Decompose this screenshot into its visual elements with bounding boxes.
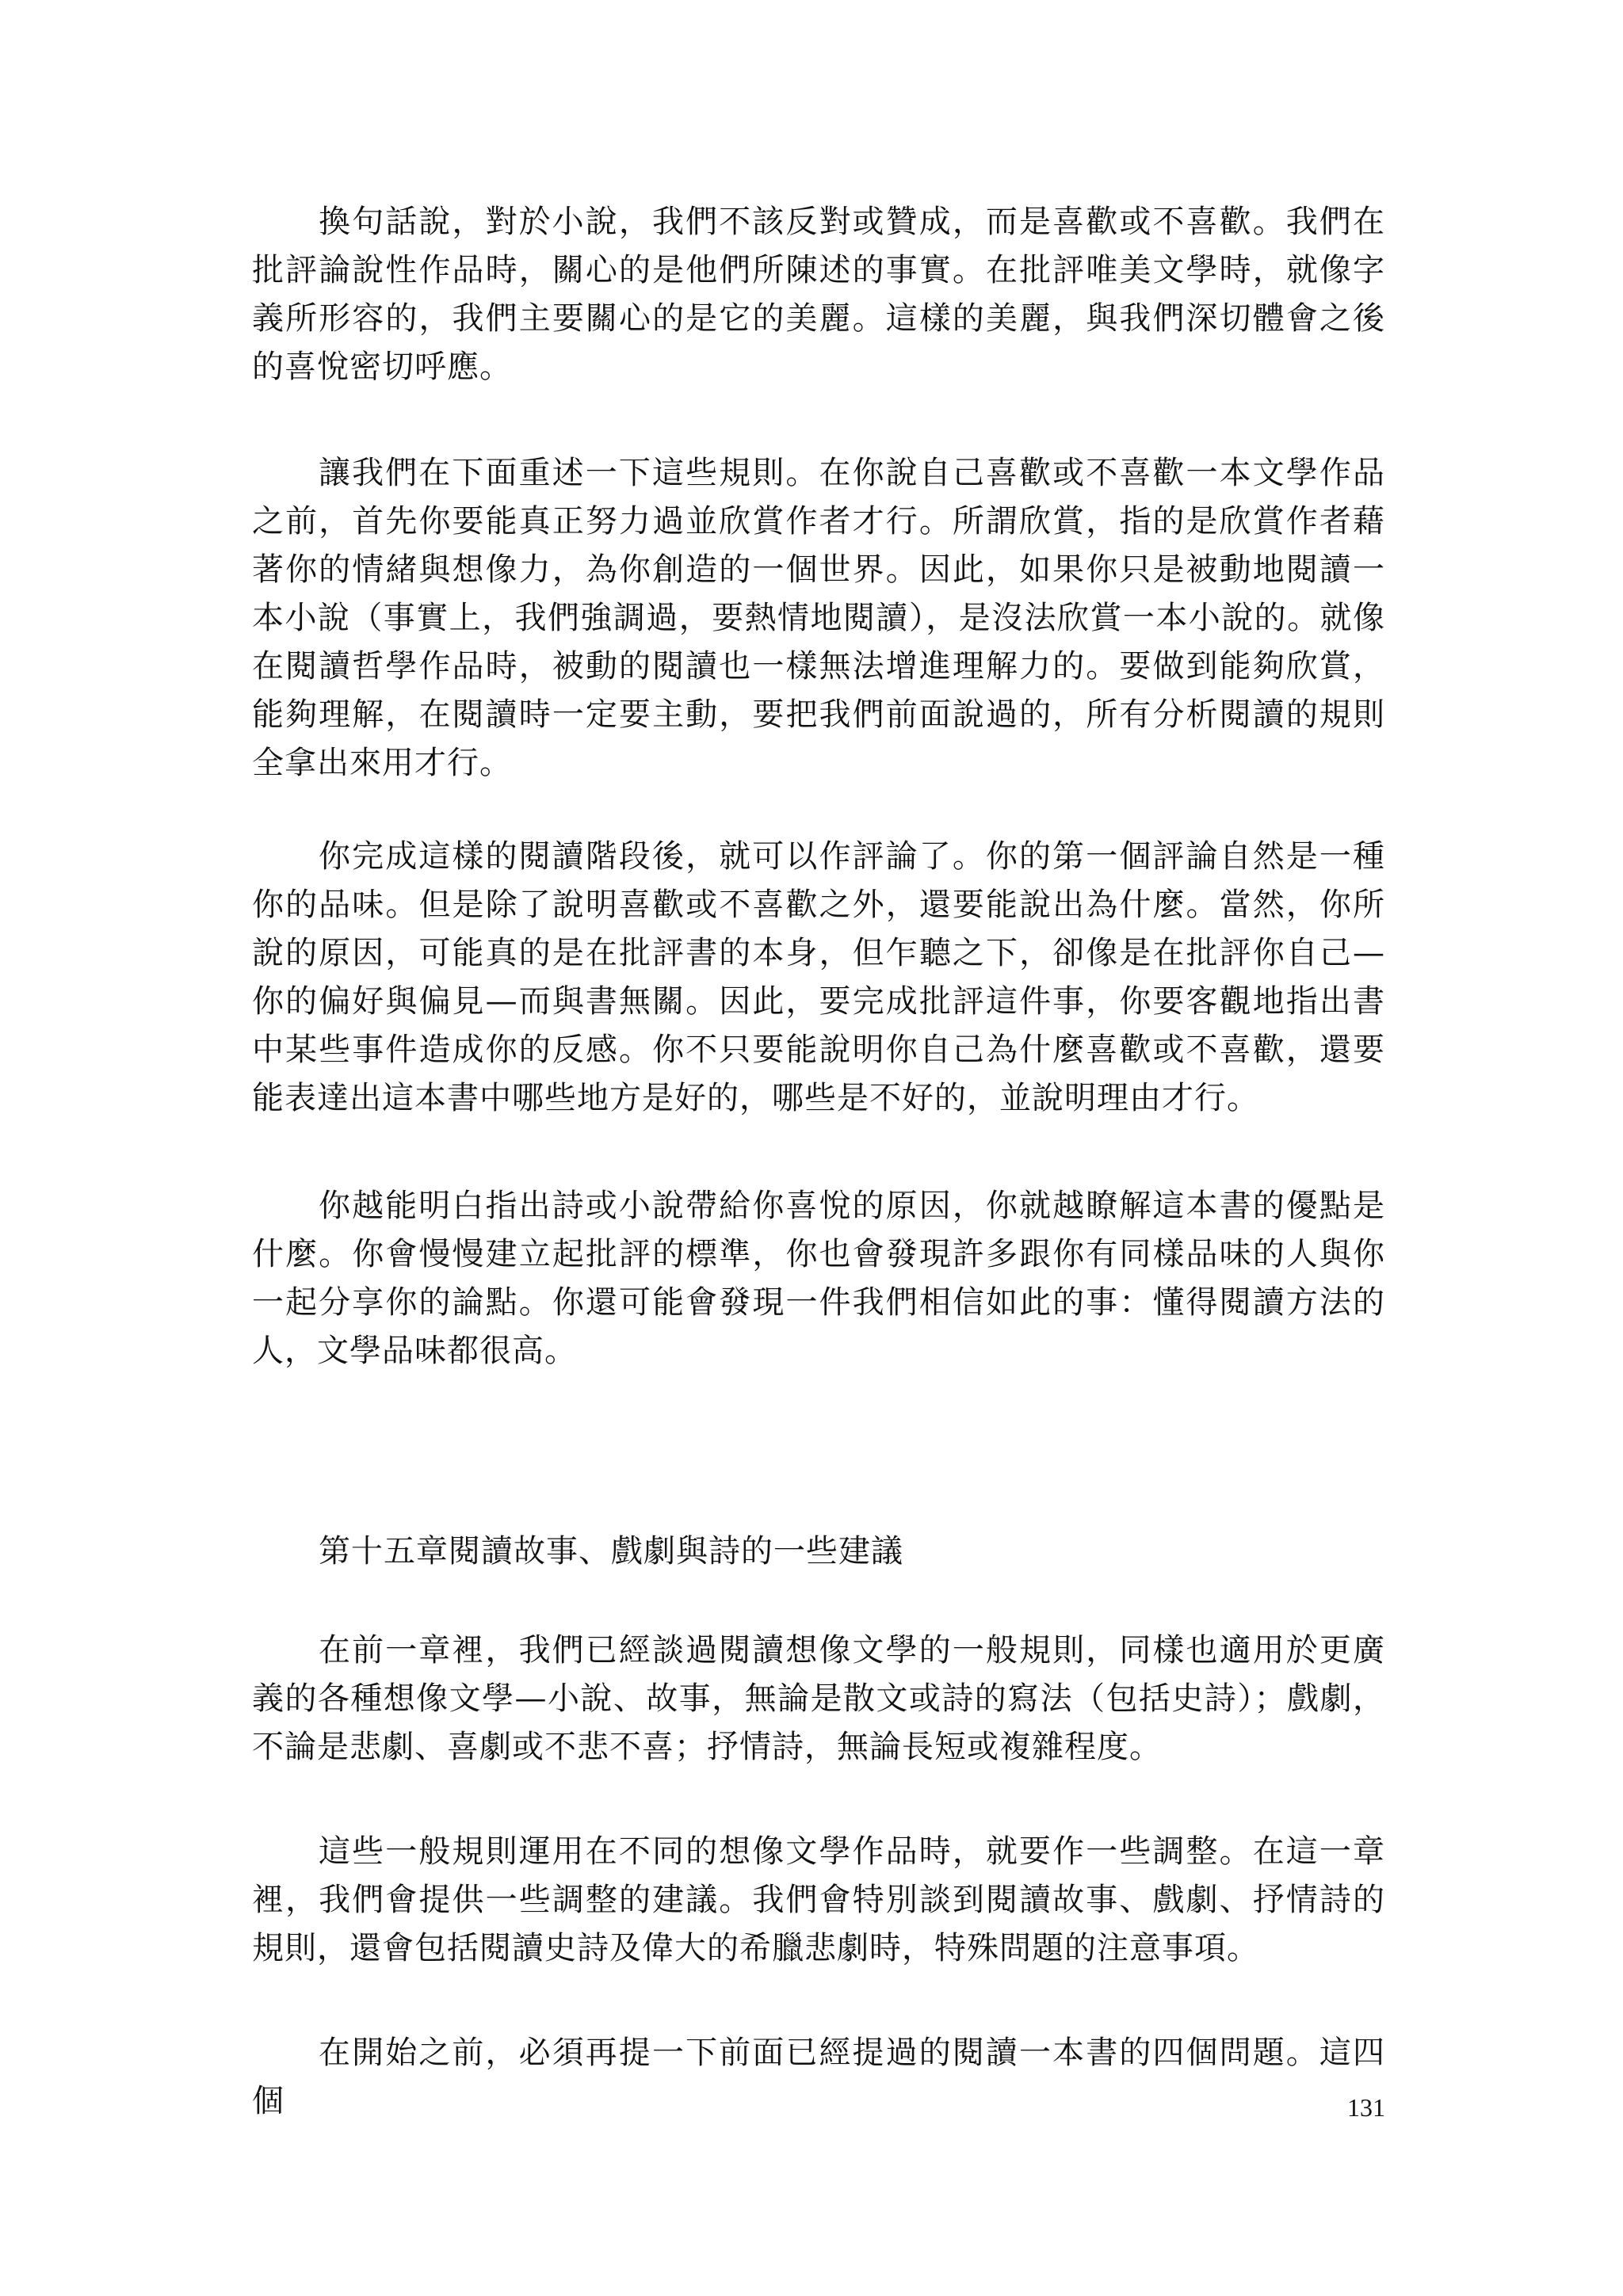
paragraph-text: 在開始之前，必須再提一下前面已經提過的閱讀一本書的四個問題。這四個 <box>252 2035 1385 2119</box>
body-paragraph <box>252 1182 1385 1375</box>
body-paragraph <box>252 833 1385 1123</box>
paragraph-text: 讓我們在下面重述一下這些規則。在你說自己喜歡或不喜歡一本文學作品之前，首先你要能真正努力過並欣賞作者才行。所謂欣賞，指的是欣賞作者藉著你的情緒與想像力，為你創造的一個世界。因此，如果你只是被動地閱讀一本小說（事實上，我們強調過，要熱情地閱讀），是沒法欣賞一本小說的。就像在閱讀哲學作品時，被動的閱讀也一樣無法增進理解力的。要做到能夠欣賞，能夠理解，在閱讀時一定要主動，要把我們前面說過的，所有分析閱讀的規則全拿出來用才行。 <box>252 455 1385 781</box>
body-paragraph <box>252 2029 1385 2126</box>
paragraph-text: 這些一般規則運用在不同的想像文學作品時，就要作一些調整。在這一章裡，我們會提供一些調整的建議。我們會特別談到閱讀故事、戲劇、抒情詩的規則，還會包括閱讀史詩及偉大的希臘悲劇時，特殊問題的注意事項。 <box>252 1833 1385 1966</box>
paragraph-text: 換句話說，對於小說，我們不該反對或贊成，而是喜歡或不喜歡。我們在批評論說性作品時，關心的是他們所陳述的事實。在批評唯美文學時，就像字義所形容的，我們主要關心的是它的美麗。這樣的美麗，與我們深切體會之後的喜悅密切呼應。 <box>252 204 1385 385</box>
paragraph-text: 你越能明白指出詩或小說帶給你喜悅的原因，你就越瞭解這本書的優點是什麼。你會慢慢建立起批評的標準，你也會發現許多跟你有同樣品味的人與你一起分享你的論點。你還可能會發現一件我們相信如此的事：懂得閱讀方法的人，文學品味都很高。 <box>252 1188 1385 1369</box>
body-paragraph <box>252 1627 1385 1772</box>
body-paragraph <box>252 198 1385 391</box>
page-number: 131 <box>1347 2093 1385 2122</box>
paragraph-text: 在前一章裡，我們已經談過閱讀想像文學的一般規則，同樣也適用於更廣義的各種想像文學—小說、故事，無論是散文或詩的寫法（包括史詩）；戲劇，不論是悲劇、喜劇或不悲不喜；抒情詩，無論長短或複雜程度。 <box>252 1632 1385 1765</box>
body-paragraph <box>252 449 1385 788</box>
body-paragraph <box>252 1828 1385 1973</box>
paragraph-text: 你完成這樣的閱讀階段後，就可以作評論了。你的第一個評論自然是一種你的品味。但是除了說明喜歡或不喜歡之外，還要能說出為什麼。當然，你所說的原因，可能真的是在批評書的本身，但乍聽之下，卻像是在批評你自己—你的偏好與偏見—而與書無關。因此，要完成批評這件事，你要客觀地指出書中某些事件造成你的反感。你不只要能說明你自己為什麼喜歡或不喜歡，還要能表達出這本書中哪些地方是好的，哪些是不好的，並說明理由才行。 <box>252 838 1385 1116</box>
chapter-heading: 第十五章閱讀故事、戲劇與詩的一些建議 <box>319 1533 903 1569</box>
